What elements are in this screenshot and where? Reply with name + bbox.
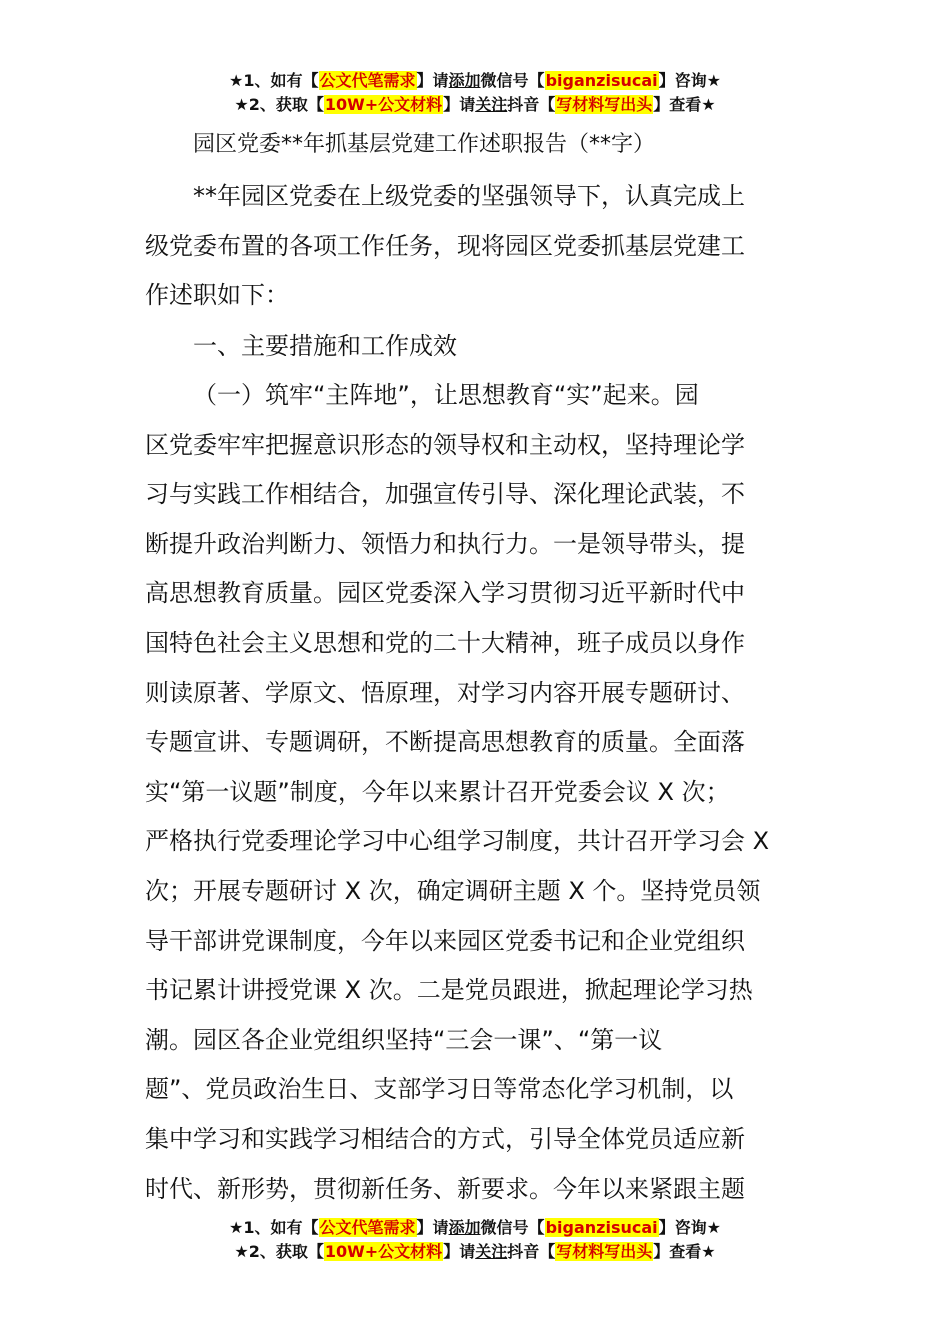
heading-line: 一、主要措施和工作成效 bbox=[193, 332, 457, 360]
bottom-banner bbox=[0, 1216, 950, 1264]
text-line: 作述职如下： bbox=[145, 281, 289, 310]
text-line: 级党委布置的各项工作任务，现将园区党委抓基层党建工 bbox=[145, 231, 745, 260]
text-line: （一）筑牢“主阵地”，让思想教育“实”起来。园 bbox=[193, 381, 699, 409]
banner-text: 】请 bbox=[443, 1242, 476, 1261]
banner-text: 】请 bbox=[416, 1218, 449, 1237]
text-line: 次；开展专题研讨 X 次，确定调研主题 X 个。坚持党员领 bbox=[145, 876, 761, 905]
text-line: 国特色社会主义思想和党的二十大精神，班子成员以身作 bbox=[145, 628, 745, 657]
text-line: 专题宣讲、专题调研，不断提高思想教育的质量。全面落 bbox=[145, 728, 745, 757]
top-banner bbox=[0, 69, 950, 117]
text-line: **年园区党委在上级党委的坚强领导下，认真完成上 bbox=[193, 182, 745, 210]
banner-text: ★1、如有【 bbox=[229, 1218, 319, 1237]
text-line: 高思想教育质量。园区党委深入学习贯彻习近平新时代中 bbox=[145, 579, 745, 608]
banner-text: 】咨询★ bbox=[658, 71, 721, 90]
banner-highlight: 10W+公文材料 bbox=[324, 95, 443, 114]
text-line: 时代、新形势，贯彻新任务、新要求。今年以来紧跟主题 bbox=[145, 1174, 745, 1203]
banner-highlight: 10W+公文材料 bbox=[324, 1242, 443, 1261]
intro-paragraph bbox=[145, 172, 807, 321]
banner-text: 】咨询★ bbox=[658, 1218, 721, 1237]
text-line: 区党委牢牢把握意识形态的领导权和主动权，坚持理论学 bbox=[145, 430, 745, 459]
banner-line-2 bbox=[0, 1240, 950, 1264]
banner-text: 】查看★ bbox=[653, 95, 716, 114]
document-title: 园区党委**年抓基层党建工作述职报告（**字） bbox=[193, 132, 656, 157]
banner-underlined-text: 关注 bbox=[475, 1242, 508, 1261]
body-paragraph bbox=[145, 371, 807, 1214]
text-line: 集中学习和实践学习相结合的方式，引导全体党员适应新 bbox=[145, 1124, 745, 1153]
banner-text: 抖音【 bbox=[507, 95, 556, 114]
banner-text: ★1、如有【 bbox=[229, 71, 319, 90]
banner-line-1 bbox=[0, 69, 950, 93]
banner-text: 微信号【 bbox=[480, 1218, 545, 1237]
banner-highlight: 写材料写出头 bbox=[556, 95, 653, 114]
text-line: 书记累计讲授党课 X 次。二是党员跟进，掀起理论学习热 bbox=[145, 976, 753, 1005]
banner-text: 】请 bbox=[416, 71, 449, 90]
banner-text: 抖音【 bbox=[507, 1242, 556, 1261]
banner-highlight: 公文代笔需求 bbox=[319, 1218, 416, 1237]
banner-text: 】请 bbox=[443, 95, 476, 114]
banner-highlight: biganzisucai bbox=[545, 71, 658, 90]
banner-text: 】查看★ bbox=[653, 1242, 716, 1261]
banner-underlined-text: 添加 bbox=[448, 71, 481, 90]
text-line: 实“第一议题”制度，今年以来累计召开党委会议 X 次； bbox=[145, 777, 730, 806]
text-line: 习与实践工作相结合，加强宣传引导、深化理论武装，不 bbox=[145, 480, 745, 509]
banner-line-1 bbox=[0, 1216, 950, 1240]
text-line: 则读原著、学原文、悟原理，对学习内容开展专题研讨、 bbox=[145, 678, 745, 707]
banner-text: ★2、获取【 bbox=[234, 1242, 324, 1261]
banner-underlined-text: 添加 bbox=[448, 1218, 481, 1237]
text-line: 潮。园区各企业党组织坚持“三会一课”、“第一议 bbox=[145, 1025, 663, 1054]
text-line: 题”、党员政治生日、支部学习日等常态化学习机制，以 bbox=[145, 1075, 734, 1104]
banner-highlight: 公文代笔需求 bbox=[319, 71, 416, 90]
banner-highlight: 写材料写出头 bbox=[556, 1242, 653, 1261]
banner-text: 微信号【 bbox=[480, 71, 545, 90]
text-line: 断提升政治判断力、领悟力和执行力。一是领导带头，提 bbox=[145, 529, 745, 558]
banner-highlight: biganzisucai bbox=[545, 1218, 658, 1237]
section-heading bbox=[145, 322, 807, 372]
banner-underlined-text: 关注 bbox=[475, 95, 508, 114]
banner-text: ★2、获取【 bbox=[234, 95, 324, 114]
banner-line-2 bbox=[0, 93, 950, 117]
text-line: 严格执行党委理论学习中心组学习制度，共计召开学习会 X bbox=[145, 827, 770, 856]
text-line: 导干部讲党课制度，今年以来园区党委书记和企业党组织 bbox=[145, 926, 745, 955]
